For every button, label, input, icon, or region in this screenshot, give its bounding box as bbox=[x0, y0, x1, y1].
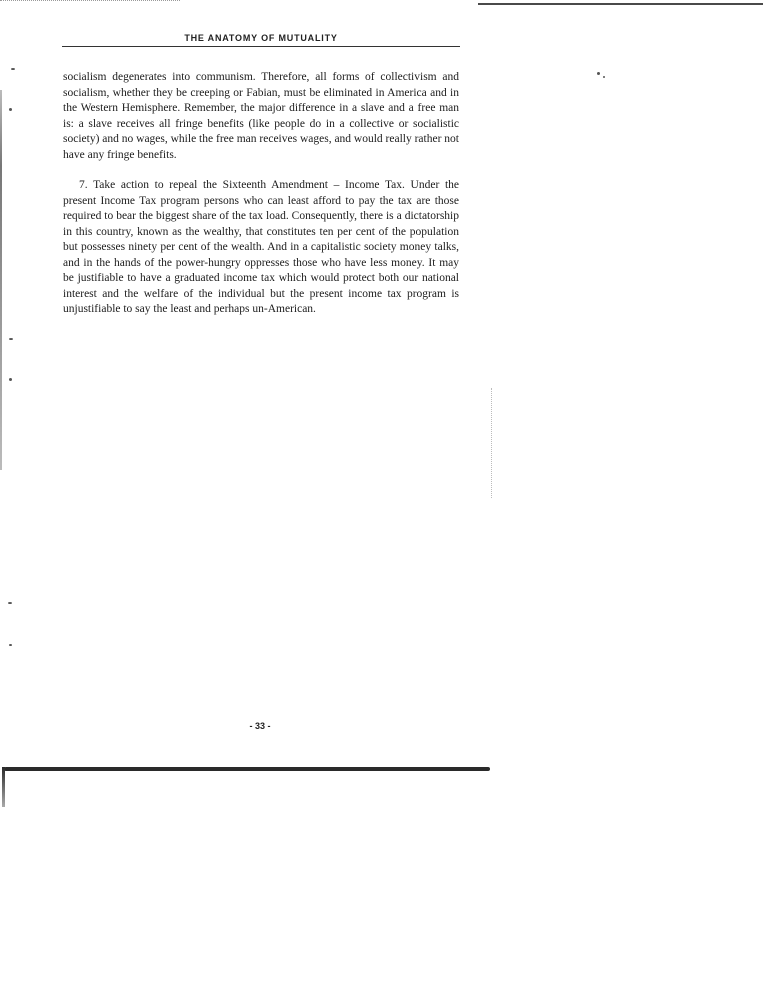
header-rule bbox=[62, 46, 460, 47]
scan-speck bbox=[11, 68, 15, 70]
scan-edge-dots bbox=[0, 0, 180, 3]
scan-speck bbox=[9, 644, 12, 646]
scan-dotted-line bbox=[491, 388, 492, 498]
scan-edge-rule bbox=[478, 3, 763, 5]
scan-speck bbox=[9, 378, 12, 381]
scan-speck bbox=[597, 72, 600, 75]
page-bottom-rule bbox=[4, 767, 490, 771]
page-number: - 33 - bbox=[249, 721, 271, 731]
paragraph: socialism degenerates into communism. Therefore, all forms of collectivism and socialism, whether they be creeping or Fabian, must be eliminated in America and in the Western Hemisphere. Remember, the major difference in a slave and a free man is: a slave receives all fringe benefits (like people do in a collective or socialistic society) and no wages, while the free man receives wages, and would really rather not have any fringe benefits. bbox=[63, 71, 459, 161]
page-bottom-corner bbox=[2, 767, 5, 807]
scan-speck bbox=[8, 602, 12, 604]
scan-speck bbox=[603, 76, 605, 78]
scan-speck bbox=[9, 338, 13, 340]
body-text bbox=[63, 70, 459, 318]
scan-left-edge bbox=[0, 90, 2, 470]
scan-speck bbox=[9, 108, 12, 111]
paragraph: 7. Take action to repeal the Sixteenth Amendment – Income Tax. Under the present Income Tax program persons who can least afford to pay the tax are those required to bear the biggest share of the tax load. Consequently, there is a dictatorship in this country, known as the wealthy, that constitutes ten per cent of the population but possesses ninety per cent of the wealth. And in a capitalistic society money talks, and in the hands of the power-hungry oppresses those who have less money. It may be justifiable to have a graduated income tax which would protect both our national interest and the welfare of the individual but the present income tax program is unjustifiable to say the least and perhaps un-American. bbox=[63, 179, 459, 315]
running-title: THE ANATOMY OF MUTUALITY bbox=[184, 33, 338, 43]
